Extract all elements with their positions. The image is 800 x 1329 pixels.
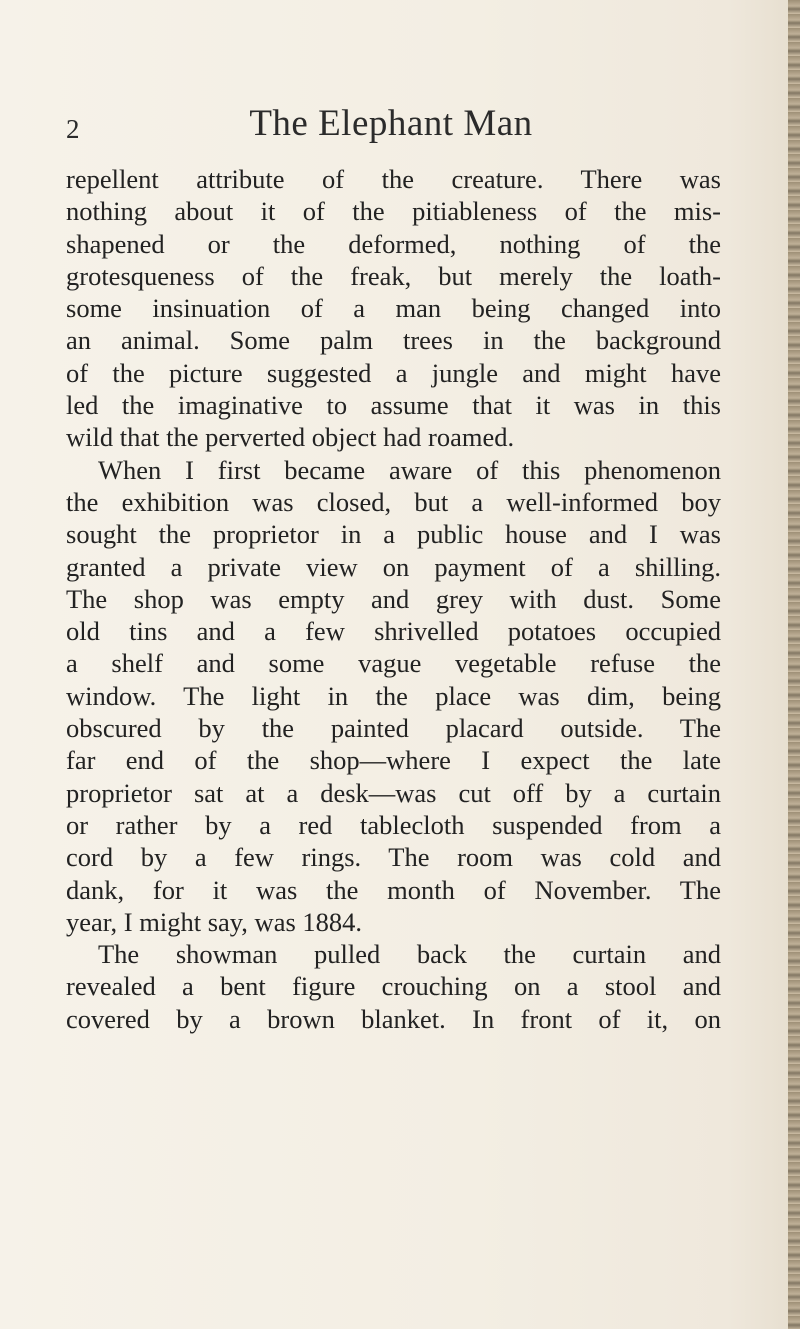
text-line: repellent attribute of the creature. There was	[66, 164, 721, 194]
text-line: obscured by the painted placard outside. The	[66, 713, 721, 744]
text-line: wild that the perverted object had roamed.	[66, 422, 515, 453]
text-line: of the picture suggested a jungle and might have	[66, 357, 721, 388]
text-line: granted a private view on payment of a shilling.	[66, 551, 721, 582]
text-line: old tins and a few shrivelled potatoes occupied	[66, 616, 721, 647]
text-line: year, I might say, was 1884.	[66, 906, 363, 937]
text-line: an animal. Some palm trees in the background	[66, 325, 721, 356]
text-line: far end of the shop—where I expect the late	[66, 745, 721, 776]
text-line: sought the proprietor in a public house and I was	[66, 519, 721, 550]
text-line: proprietor sat at a desk—was cut off by a curtain	[66, 777, 721, 808]
book-edge-shadow	[788, 0, 800, 1329]
text-line: cord by a few rings. The room was cold and	[66, 842, 721, 873]
text-line: or rather by a red tablecloth suspended from a	[66, 809, 721, 840]
text-line: grotesqueness of the freak, but merely the loath-	[66, 260, 721, 291]
page-header	[66, 102, 716, 162]
text-line: covered by a brown blanket. In front of it, on	[66, 1003, 721, 1034]
text-line: led the imaginative to assume that it was in this	[66, 390, 721, 421]
text-line: When I first became aware of this phenomenon	[98, 454, 721, 485]
text-line: The shop was empty and grey with dust. Some	[66, 583, 721, 614]
body-text	[66, 163, 721, 1035]
running-head: The Elephant Man	[249, 103, 533, 144]
text-line: the exhibition was closed, but a well-informed boy	[66, 486, 721, 517]
page-number: 2	[66, 114, 80, 144]
text-line: a shelf and some vague vegetable refuse the	[66, 648, 721, 679]
text-line: shapened or the deformed, nothing of the	[66, 228, 721, 259]
text-line: revealed a bent figure crouching on a stool and	[66, 971, 721, 1002]
text-line: some insinuation of a man being changed into	[66, 293, 721, 324]
text-line: dank, for it was the month of November. The	[66, 874, 721, 905]
text-line: nothing about it of the pitiableness of the mis-	[66, 196, 721, 227]
text-line: window. The light in the place was dim, being	[66, 680, 721, 711]
text-line: The showman pulled back the curtain and	[98, 939, 721, 970]
